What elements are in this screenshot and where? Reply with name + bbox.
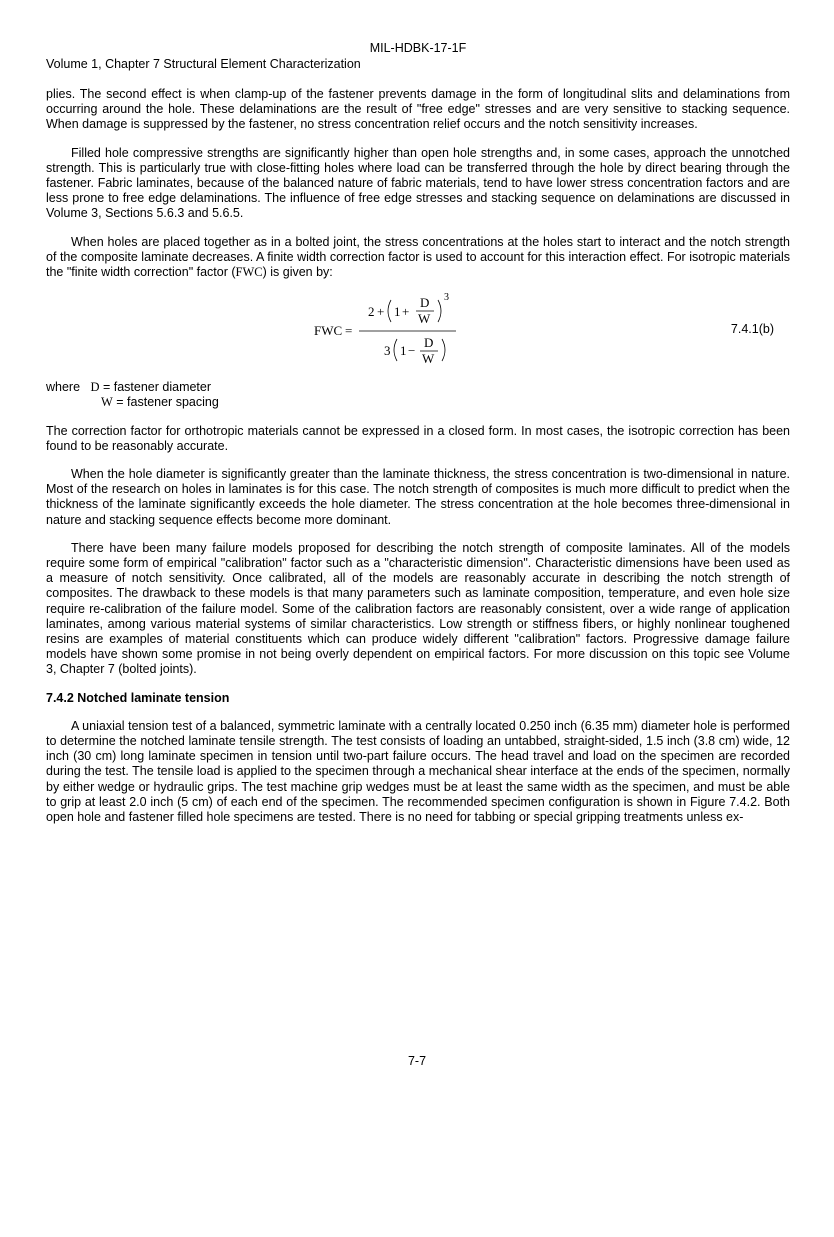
num-left-paren	[388, 300, 391, 322]
where-label: where	[46, 380, 81, 395]
den-left-paren	[394, 339, 397, 361]
w-symbol: W	[101, 395, 113, 410]
paragraph-3-text: When holes are placed together as in a bolted joint, the stress concentrations at the holes start to interact and the notch strength of the composite laminate decreases. A finite width correction factor is used to account for this interaction effect. For isotropic materials the "finite width correction" factor (	[46, 234, 790, 280]
paragraph-3	[46, 235, 790, 281]
num-d: D	[420, 295, 430, 311]
doc-id: MIL-HDBK-17-1F	[369, 41, 467, 55]
paragraph-6: There have been many failure models proposed for describing the notch strength of composite laminates. All of the models require some form of empirical "calibration" factor such as a "characteristic dimension". Characteristic dimensions have been used as a measure of notch sensitivity. Once calibrated, all of the models are reasonably accurate in describing the notch strength of composites. The drawback to these models is that many parameters such as laminate composition, temperature, and even hole size require re-calibration of the failure model. Some of the calibration factors are reasonably consistent, over a wide range of application laminates, among various material systems of similar characteristics. Low strength or stiffness fibers, or highly nonlinear toughened resins are examples of material constituents which can produce widely different "calibration" factors. Progressive damage failure models have shown some promise in not being overly dependent on empirical factors. For more discussion on this topic see Volume 3, Chapter 7 (bolted joints).	[46, 540, 790, 677]
d-definition: = fastener diameter	[99, 380, 212, 395]
d-symbol: D	[90, 380, 100, 395]
num-one: 1	[394, 304, 401, 320]
num-two: 2	[368, 304, 375, 320]
den-w: W	[422, 351, 435, 367]
fwc-symbol: FWC	[235, 265, 263, 280]
paragraph-4: The correction factor for orthotropic materials cannot be expressed in a closed form. In most cases, the isotropic correction has been found to be reasonably accurate.	[46, 423, 790, 453]
where-block	[46, 380, 790, 410]
num-plus: +	[377, 304, 385, 320]
den-minus: −	[408, 343, 416, 359]
equation-7-4-1b	[46, 280, 790, 380]
where-row-w	[46, 395, 790, 410]
w-definition: = fastener spacing	[112, 395, 219, 410]
paragraph-7: A uniaxial tension test of a balanced, symmetric laminate with a centrally located 0.250 inch (6.35 mm) diameter hole is performed to determine the notched laminate tensile strength. The test consists of loading an untabbed, straight-sided, 1.5 inch (3.8 cm) wide, 12 inch (30 cm) long laminate specimen in tension until two-part failure occurs. The head travel and load on the specimen are recorded during the test. The tensile load is applied to the specimen through a mechanical shear interface at the ends of the specimen, normally by either wedge or hydraulic grips. The test machine grip wedges must be at least the same width as the specimen, and must be able to grip at least 2.0 inch (5 cm) of each end of the specimen. The recommended specimen configuration is shown in Figure 7.4.2. Both open hole and fastener filled hole specimens are tested. There is no need for tabbing or special gripping treatments unless ex-	[46, 718, 790, 824]
paragraph-1: plies. The second effect is when clamp-up of the fastener prevents damage in the form of longitudinal slits and delaminations from occurring around the hole. These delaminations are the result of "free edge" stresses and are very sensitive to stacking sequence. When damage is suppressed by the fastener, no stress concentration relief occurs and the notch sensitivity increases.	[46, 87, 790, 132]
equation-number: 7.4.1(b)	[730, 322, 774, 337]
den-three: 3	[384, 343, 391, 359]
eq-equals: =	[345, 323, 353, 339]
page-body	[46, 40, 790, 825]
num-exponent: 3	[444, 292, 449, 304]
num-right-paren	[438, 300, 441, 322]
paragraph-5: When the hole diameter is significantly greater than the laminate thickness, the stress concentration is two-dimensional in nature. Most of the research on holes in laminates is for this case. The notch strength of composites is much more difficult to predict when the thickness of the laminate significantly exceeds the hole diameter. The stress concentration at the hole becomes three-dimensional in nature and stacking sequence effects become more dominant.	[46, 467, 790, 527]
chapter-title: Volume 1, Chapter 7 Structural Element Characterization	[46, 57, 361, 71]
page-number: 7-7	[407, 1054, 427, 1068]
num-plus-inner: +	[402, 304, 410, 320]
section-heading: 7.4.2 Notched laminate tension	[46, 690, 230, 705]
paragraph-2: Filled hole compressive strengths are significantly higher than open hole strengths and, in some cases, approach the unnotched strength. This is particularly true with close-fitting holes where load can be transferred through the hole by direct bearing through the fastener. Fabric laminates, because of the balanced nature of fabric materials, tend to have lower stress concentration factors and are less prone to free edge delaminations. The influence of free edge stresses and stacking sequence on delaminations are discussed in Volume 3, Sections 5.6.3 and 5.6.5.	[46, 145, 790, 221]
den-one: 1	[400, 343, 407, 359]
eq-lhs: FWC	[314, 323, 343, 339]
paragraph-3-tail: ) is given by:	[262, 265, 333, 280]
den-d: D	[424, 335, 434, 351]
where-row-d	[46, 380, 790, 395]
den-right-paren	[442, 339, 445, 361]
num-w: W	[418, 311, 431, 327]
equation-svg	[46, 280, 790, 380]
